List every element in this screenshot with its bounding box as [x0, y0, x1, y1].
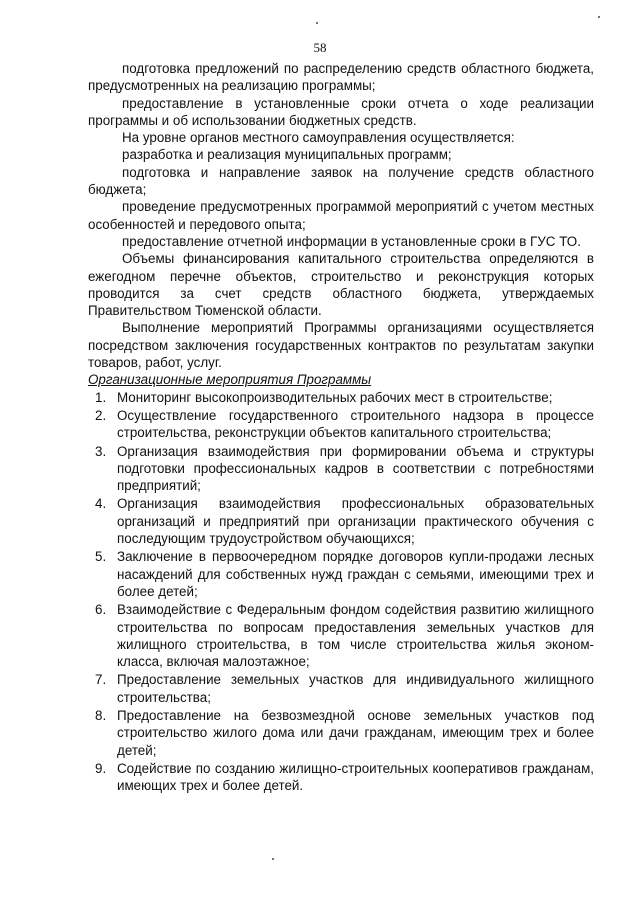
list-item-text: Мониторинг высокопроизводительных рабочих мест в строительстве; — [117, 389, 553, 405]
list-item-number: 4. — [95, 496, 107, 512]
list-item-number: 8. — [95, 707, 107, 723]
list-item-number: 3. — [95, 443, 107, 459]
list-item-text: Предоставление на безвозмездной основе земельных участков под строительство жилого дома или дачи гражданам, имеющим трех и более детей; — [117, 707, 594, 758]
paragraph: предоставление в установленные сроки отчета о ходе реализации программы и об использовании бюджетных средств. — [88, 95, 594, 128]
page-number: 58 — [313, 40, 327, 55]
list-item-number: 6. — [95, 602, 107, 618]
paragraph: На уровне органов местного самоуправления осуществляется: — [122, 130, 515, 146]
list-item-text: Организация взаимодействия профессиональных образовательных организаций и предприятий при организации практического обучения с последующим трудоустройством обучающихся; — [117, 496, 594, 547]
list-item — [88, 601, 594, 670]
list-item — [88, 671, 594, 706]
list-item-number: 5. — [95, 549, 107, 565]
section-heading: Организационные мероприятия Программы — [88, 372, 372, 388]
list-item-number: 2. — [95, 407, 107, 423]
list-item-number: 7. — [95, 672, 107, 688]
paragraph: подготовка предложений по распределению средств областного бюджета, предусмотренных на реализацию программы; — [88, 61, 594, 94]
list-item — [88, 407, 594, 442]
list-item — [88, 707, 594, 759]
paragraph: подготовка и направление заявок на получение средств областного бюджета; — [88, 164, 594, 198]
list-item — [88, 548, 594, 600]
list-item-text: Предоставление земельных участков для индивидуального жилищного строительства; — [117, 672, 594, 705]
list-item — [88, 760, 594, 795]
list-item-text: Содействие по созданию жилищно-строительных кооперативов гражданам, имеющих трех и более детей. — [117, 760, 594, 794]
list-item — [88, 443, 594, 495]
list-item-number: 1. — [95, 389, 107, 405]
list-item-text: Заключение в первоочередном порядке договоров купли-продажи лесных насаждений для собственных нужд граждан с семьями, имеющими трех и более детей; — [117, 549, 594, 599]
paragraph: проведение предусмотренных программой мероприятий с учетом местных особенностей и передового опыта; — [88, 199, 594, 232]
list-item — [88, 389, 594, 406]
list-item-number: 9. — [95, 760, 107, 776]
measures-list — [88, 389, 594, 795]
paragraph: Объемы финансирования капитального строительства определяются в ежегодном перечне объектов, строительство и реконструкция которых проводится за счет средств областного бюджета, утверждаемых Правительством Тюменской области. — [88, 251, 594, 319]
list-item-text: Взаимодействие с Федеральным фондом содействия развитию жилищного строительства по вопросам предоставления земельных участков для жилищного строительства, в том числе строительства жилья эконом-класса, включая малоэтажное; — [117, 602, 594, 670]
scan-speck — [272, 858, 274, 860]
list-item-text: Осуществление государственного строительного надзора в процессе строительства, реконструкции объектов капитального строительства; — [117, 407, 594, 441]
document-body — [88, 60, 594, 795]
scan-speck — [316, 22, 318, 24]
list-item — [88, 495, 594, 547]
paragraph: предоставление отчетной информации в установленные сроки в ГУС ТО. — [122, 233, 581, 249]
paragraph: Выполнение мероприятий Программы организациями осуществляется посредством заключения государственных контрактов по результатам закупки товаров, работ, услуг. — [88, 320, 594, 371]
paragraph: разработка и реализация муниципальных программ; — [122, 147, 452, 163]
list-item-text: Организация взаимодействия при формировании объема и структуры подготовки профессиональных кадров в соответствии с потребностями предприятий; — [117, 443, 594, 494]
scan-speck — [598, 16, 600, 18]
